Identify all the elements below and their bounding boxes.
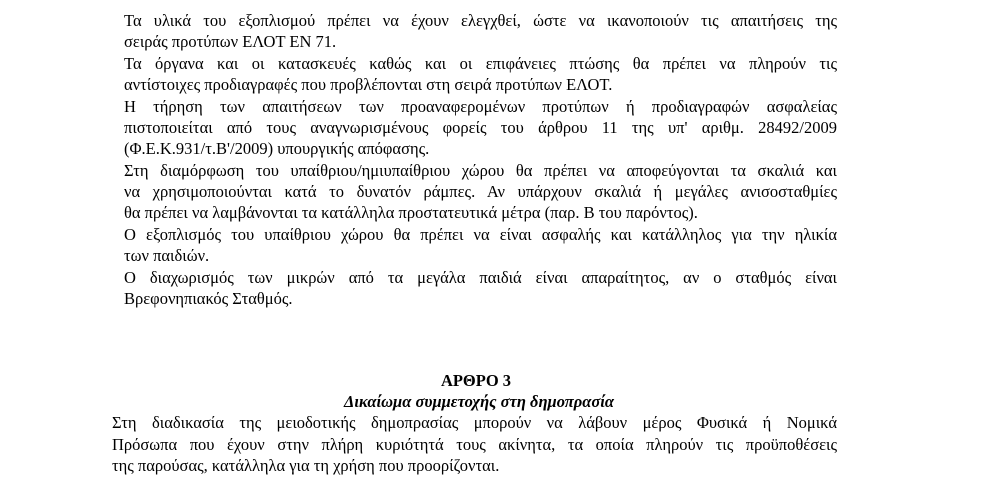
- paragraph-line: Βρεφονηπιακός Σταθμός.: [124, 289, 293, 308]
- paragraph-line: Πρόσωπα που έχουν στην πλήρη κυριότητά τους ακίνητα, τα οποία πληρούν τις προϋποθέσεις: [112, 435, 837, 454]
- paragraph-line: της παρούσας, κατάλληλα για τη χρήση που προορίζονται.: [112, 456, 500, 475]
- paragraph-line: Τα υλικά του εξοπλισμού πρέπει να έχουν ελεγχθεί, ώστε να ικανοποιούν τις απαιτήσεις της: [124, 11, 837, 30]
- paragraph-line: Ο εξοπλισμός του υπαίθριου χώρου θα πρέπει να είναι ασφαλής και κατάλληλος για την ηλικία: [124, 225, 837, 244]
- paragraph-line: Η τήρηση των απαιτήσεων των προαναφερομένων προτύπων ή προδιαγραφών ασφαλείας: [124, 97, 837, 116]
- paragraph-line: (Φ.Ε.Κ.931/τ.Β'/2009) υπουργικής απόφασης.: [124, 139, 430, 158]
- paragraph-line: να χρησιμοποιούνται κατά το δυνατόν ράμπες. Αν υπάρχουν σκαλιά ή μεγάλες ανισοσταθμίες: [124, 182, 837, 201]
- paragraph-line: Ο διαχωρισμός των μικρών από τα μεγάλα παιδιά είναι απαραίτητος, αν ο σταθμός είναι: [124, 268, 837, 287]
- paragraph-line: Στη διαδικασία της μειοδοτικής δημοπρασίας μπορούν να λάβουν μέρος Φυσικά ή Νομικά: [112, 413, 837, 432]
- paragraph-line: πιστοποιείται από τους αναγνωρισμένους φορείς του άρθρου 11 της υπ' αριθμ. 28492/2009: [124, 118, 837, 137]
- article-subtitle: Δικαίωμα συμμετοχής στη δημοπρασία: [344, 392, 614, 411]
- paragraph-line: των παιδιών.: [124, 246, 210, 265]
- paragraph-line: σειράς προτύπων ΕΛΟΤ ΕΝ 71.: [124, 32, 337, 51]
- paragraph-line: Τα όργανα και οι κατασκευές καθώς και οι επιφάνειες πτώσης θα πρέπει να πληρούν τις: [124, 54, 837, 73]
- paragraph-line: Στη διαμόρφωση του υπαίθριου/ημιυπαίθριου χώρου θα πρέπει να αποφεύγονται τα σκαλιά και: [124, 161, 837, 180]
- paragraph-line: αντίστοιχες προδιαγραφές που προβλέπονται στη σειρά προτύπων ΕΛΟΤ.: [124, 75, 613, 94]
- article-title: ΑΡΘΡΟ 3: [440, 371, 512, 390]
- paragraph-line: θα πρέπει να λαμβάνονται τα κατάλληλα προστατευτικά μέτρα (παρ. Β του παρόντος).: [124, 203, 698, 222]
